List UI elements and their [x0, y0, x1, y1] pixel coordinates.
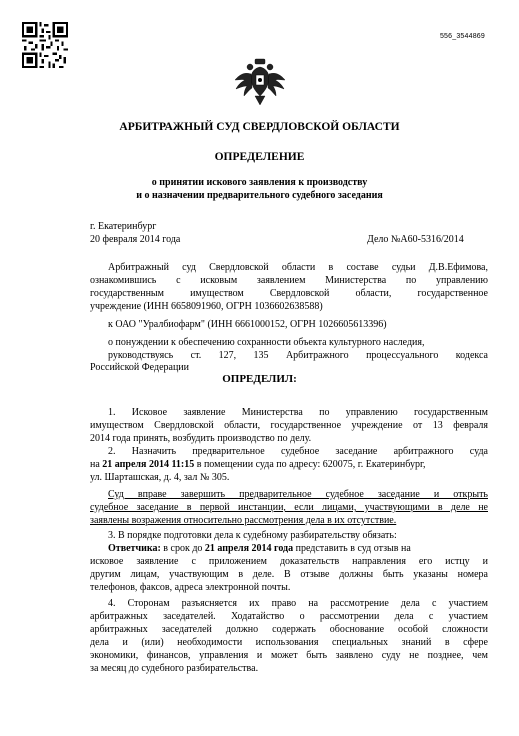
defendant-label: Ответчика:: [108, 543, 161, 554]
court-name: АРБИТРАЖНЫЙ СУД СВЕРДЛОВСКОЙ ОБЛАСТИ: [119, 121, 400, 133]
p2-line-1: 2. Назначить предварительное судебное заседание арбитражного суда: [108, 446, 488, 457]
p4-line-5: экономики, финансов, управления и может быть заявлено суду не позднее, чем: [90, 650, 488, 661]
qr-code: [22, 22, 68, 68]
date: 20 февраля 2014 года: [90, 234, 181, 245]
p1-line-1: 1. Исковое заявление Министерства по управлению государственным: [108, 407, 488, 418]
p4-line-4: дела и (или) необходимости использования специальных знаний в сфере: [90, 637, 488, 648]
p4-line-1: 4. Сторонам разъясняется их право на рассмотрение дела с участием: [108, 598, 488, 609]
notice-line-3: заявлены возражения относительно рассмотрения дела в их отсутствие.: [90, 515, 397, 526]
p1-line-3: 2014 года принять, возбудить производство по делу.: [90, 433, 312, 444]
intro-line-6: о понуждении к обеспечению сохранности объекта культурного наследия,: [108, 337, 425, 348]
p3-line-2-post: представить в суд отзыв на: [293, 543, 411, 554]
notice-line-1: Суд вправе завершить предварительное судебное заседание и открыть: [108, 489, 488, 500]
p2-line-2-post: в помещении суда по адресу: 620075, г. Екатеринбург,: [194, 459, 426, 470]
intro-line-1: Арбитражный суд Свердловской области в составе судьи Д.В.Ефимова,: [108, 262, 488, 273]
decided-heading: ОПРЕДЕЛИЛ:: [222, 373, 297, 385]
p2-line-2: [90, 459, 425, 472]
notice-line-2: судебное заседание в первой инстанции, если лицами, участвующими в деле не: [90, 502, 488, 513]
p3-line-2-mid: в срок до: [160, 543, 205, 554]
intro-line-4: учреждение (ИНН 6658091960, ОГРН 1036602638588): [90, 301, 323, 312]
p3-line-2: [108, 543, 411, 556]
document-id: 556_3544869: [439, 33, 485, 40]
p1-line-2: имуществом Свердловской области, государственное учреждение от 13 февраля: [90, 420, 488, 431]
p4-line-2: арбитражных заседателей. Ходатайство о рассмотрении дела с участием: [90, 611, 488, 622]
case-number: Дело №А60-5316/2014: [367, 234, 464, 245]
intro-line-8: Российской Федерации: [90, 362, 190, 373]
p3-line-1: 3. В порядке подготовки дела к судебному разбирательству обязать:: [108, 530, 397, 541]
subtitle-line-2: и о назначении предварительного судебного заседания: [136, 190, 383, 201]
subtitle-line-1: о принятии искового заявления к производству: [151, 177, 368, 188]
intro-line-3: государственным имуществом Свердловской области, государственное: [90, 288, 488, 299]
p2-line-2-pre: на: [90, 459, 103, 470]
p3-line-4: другим лицам, участвующим в деле. В отзыве должны быть указаны номера: [90, 569, 488, 580]
deadline-date: 21 апреля 2014 года: [204, 543, 294, 554]
double-headed-eagle-emblem: [233, 58, 287, 106]
intro-line-7: руководствуясь ст. 127, 135 Арбитражного процессуального кодекса: [108, 350, 488, 361]
city: г. Екатеринбург: [90, 221, 157, 232]
p4-line-6: за месяц до судебного разбирательства.: [90, 663, 259, 674]
p3-line-5: телефонов, факсов, адреса электронной почты.: [90, 582, 291, 593]
hearing-datetime: 21 апреля 2014 11:15: [102, 459, 195, 470]
document-title: ОПРЕДЕЛЕНИЕ: [214, 151, 305, 163]
p3-line-3: исковое заявление с приложением доказательств направления его истцу и: [90, 556, 488, 567]
p2-line-3: ул. Шарташская, д. 4, зал № 305.: [90, 472, 230, 483]
intro-line-5: к ОАО "Уралбиофарм" (ИНН 6661000152, ОГРН 1026605613396): [108, 319, 387, 330]
intro-line-2: ознакомившись с исковым заявлением Министерства по управлению: [90, 275, 488, 286]
p4-line-3: арбитражных заседателей должно содержать обоснование особой сложности: [90, 624, 488, 635]
